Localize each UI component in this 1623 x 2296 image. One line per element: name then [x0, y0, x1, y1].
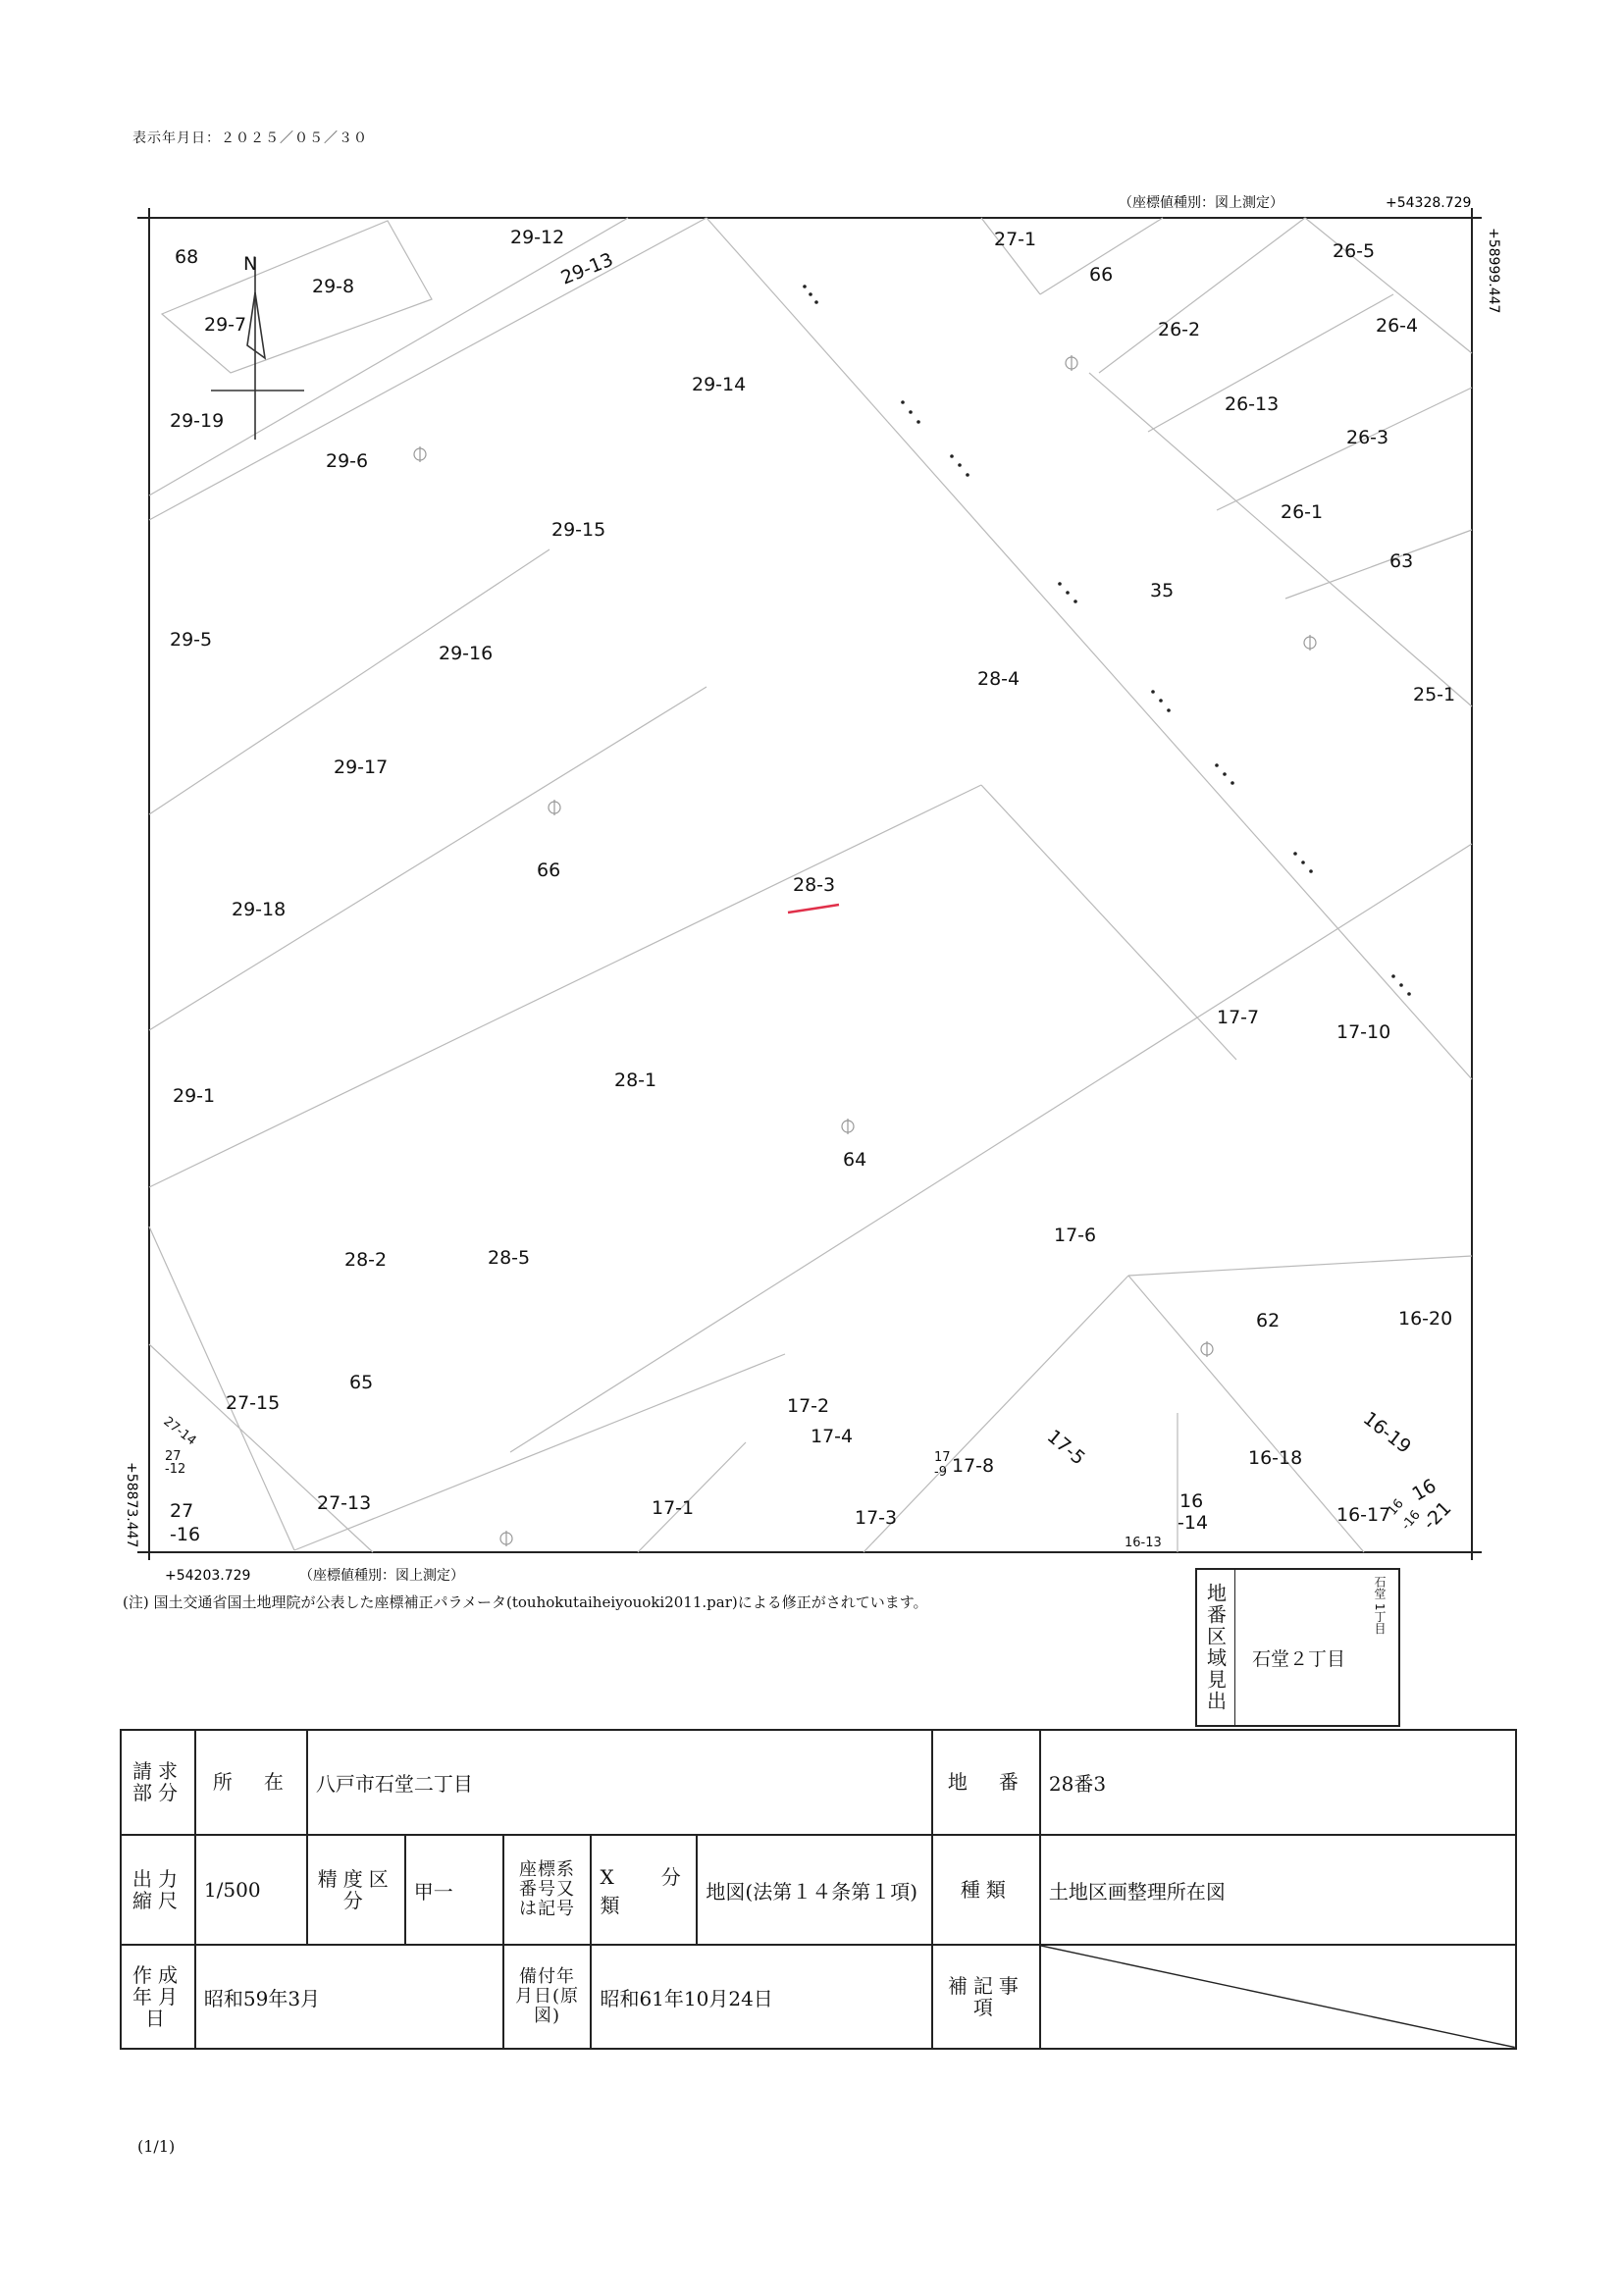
parcel-label: -9: [934, 1465, 947, 1480]
kept-value: 昭和61年10月24日: [591, 1945, 932, 2049]
parcel-label: 17: [934, 1450, 951, 1465]
parcel-label: 16-13: [1125, 1536, 1162, 1550]
correction-note: (注) 国土交通省国土地理院が公表した座標補正パラメータ(touhokutaiheiyouoki2011.par)による修正がされています。: [123, 1593, 928, 1611]
location-label: 所 在: [195, 1730, 307, 1835]
parcel-label: 29-19: [170, 410, 225, 432]
parcel-label: 16: [1385, 1496, 1407, 1519]
parcel-label: 25-1: [1413, 684, 1456, 705]
precision-label: 精度区分: [307, 1835, 405, 1946]
coord-top-right: +54328.729: [1386, 195, 1472, 211]
dotted-boundary: [803, 285, 1414, 996]
kept-label: 備付年月日(原図): [503, 1945, 592, 2049]
coord-system-label: 座標系番号又は記号: [503, 1835, 592, 1946]
parcel-label: 29-17: [334, 757, 389, 778]
remarks-value: [1040, 1945, 1516, 2049]
parcel-label: 29-16: [439, 643, 494, 664]
parcel-label: -16: [170, 1524, 201, 1545]
parcel-label: 28-4: [977, 668, 1021, 690]
parcel-label: 16-18: [1248, 1447, 1303, 1469]
coord-left-vertical: +58873.447: [124, 1462, 139, 1548]
lot-value: 28番3: [1040, 1730, 1516, 1835]
display-date: 表示年月日：２０２５／０５／３０: [132, 130, 368, 146]
parcel-label: 68: [175, 246, 199, 268]
parcel-label: 29-1: [173, 1085, 216, 1107]
survey-markers: [414, 355, 1316, 1546]
parcel-label: -12: [165, 1462, 186, 1477]
parcel-label: 26-4: [1376, 315, 1419, 337]
parcel-label: 66: [1089, 264, 1114, 286]
parcel-label: 16-17: [1336, 1504, 1391, 1526]
parcel-label: 27-15: [226, 1392, 281, 1414]
parcel-label: 17-8: [952, 1455, 995, 1477]
parcel-label: 17-10: [1336, 1021, 1391, 1043]
parcel-label: 17-6: [1054, 1225, 1097, 1246]
lot-label: 地 番: [932, 1730, 1040, 1835]
class-value: 地図(法第１４条第１項): [697, 1835, 932, 1946]
parcel-label: 26-13: [1225, 393, 1280, 415]
parcel-label: 26-2: [1158, 319, 1201, 340]
parcel-label: 16: [1408, 1475, 1440, 1506]
parcel-label: 27: [165, 1449, 182, 1464]
parcel-label: 29-15: [551, 519, 606, 541]
parcel-label: 28-5: [488, 1247, 531, 1269]
parcel-label: 27: [170, 1500, 194, 1522]
parcel-label: 64: [843, 1149, 867, 1171]
parcel-label: 17-5: [1042, 1425, 1089, 1470]
remarks-label: 補記事項: [932, 1945, 1040, 2049]
parcel-label: 16: [1179, 1490, 1204, 1512]
info-table: [120, 1729, 1517, 2050]
coord-bottom-left: +54203.729: [165, 1568, 251, 1584]
parcel-label: 26-5: [1333, 240, 1376, 262]
parcel-label: 27-1: [994, 229, 1037, 250]
parcel-label: 26-3: [1346, 427, 1389, 448]
parcel-label: 16-20: [1398, 1308, 1453, 1330]
scale-label: 出力縮尺: [121, 1835, 195, 1946]
parcel-label: 66: [537, 860, 561, 881]
location-value: 八戸市石堂二丁目: [307, 1730, 932, 1835]
target-parcel-underline: [788, 905, 839, 913]
scale-value: 1/500: [195, 1835, 307, 1946]
parcel-label: 28-3: [793, 874, 836, 896]
parcel-label: 17-1: [652, 1497, 695, 1519]
parcel-label: 26-1: [1281, 501, 1324, 523]
coord-system-value: X 分類: [591, 1835, 697, 1946]
north-arrow-icon: [211, 257, 304, 440]
parcel-label: 29-12: [510, 227, 565, 248]
parcel-labels: [161, 227, 1456, 1550]
district-box: [1195, 1568, 1400, 1727]
coord-right-vertical: +58999.447: [1486, 228, 1501, 314]
precision-value: 甲一: [405, 1835, 503, 1946]
parcel-label: 28-1: [614, 1070, 657, 1091]
created-value: 昭和59年3月: [195, 1945, 503, 2049]
parcel-label: 28-2: [344, 1249, 388, 1271]
page-number: (1/1): [137, 2137, 176, 2156]
district-name: 石堂２丁目: [1252, 1648, 1346, 1670]
parcel-label: 29-8: [312, 276, 355, 297]
parcel-label: 63: [1389, 550, 1414, 572]
parcel-label: 29-18: [232, 899, 287, 920]
class-label: 分類: [600, 1865, 681, 1917]
parcel-label: 29-14: [692, 374, 747, 395]
parcel-label: 35: [1150, 580, 1175, 601]
parcel-label: 17-4: [811, 1426, 854, 1447]
parcel-label: -16: [1398, 1507, 1424, 1534]
parcel-label: 27-14: [160, 1414, 199, 1449]
parcel-label: 17-3: [855, 1507, 898, 1529]
parcel-label: 16-19: [1358, 1407, 1415, 1458]
parcel-label: -14: [1178, 1512, 1209, 1534]
parcel-label: 29-13: [557, 248, 617, 289]
parcel-label: 62: [1256, 1310, 1281, 1331]
parcel-label: 27-13: [317, 1492, 372, 1514]
north-label: N: [243, 253, 258, 275]
district-box-label: 地番区域見出: [1197, 1570, 1235, 1725]
parcel-label: 17-7: [1217, 1007, 1260, 1028]
remarks-slash: [1041, 1946, 1515, 2048]
coord-bottom-type: （座標値種別：図上測定）: [299, 1568, 464, 1584]
parcel-label: 65: [349, 1372, 374, 1393]
parcel-label: 17-2: [787, 1395, 830, 1417]
parcel-label: 29-7: [204, 314, 247, 336]
type-label: 種類: [932, 1835, 1040, 1946]
created-label: 作成年月日: [121, 1945, 195, 2049]
coord-top-type: （座標値種別：図上測定）: [1119, 195, 1283, 211]
parcel-label: 29-6: [326, 450, 369, 472]
request-label: 請求部分: [121, 1730, 195, 1835]
parcel-label: 29-5: [170, 629, 213, 651]
district-seal-stamp: 石堂 1丁目: [1373, 1576, 1387, 1635]
parcel-label: -21: [1418, 1497, 1456, 1535]
type-value: 土地区画整理所在図: [1040, 1835, 1516, 1946]
